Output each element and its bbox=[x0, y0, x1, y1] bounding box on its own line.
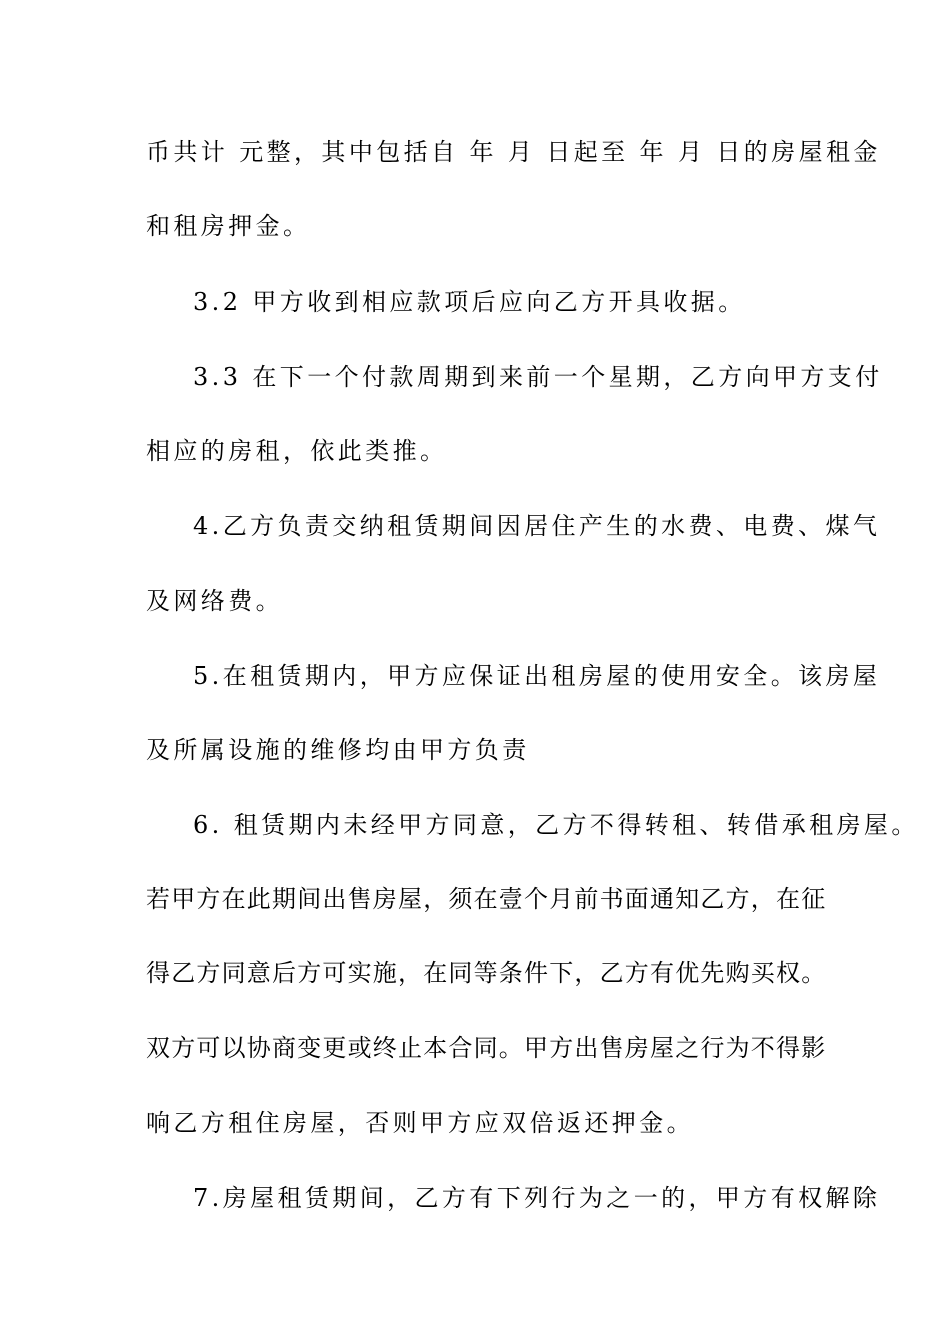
clause-7: 7.房屋租赁期间，乙方有下列行为之一的，甲方有权解除 bbox=[193, 1184, 881, 1212]
text-line-deposit: 和租房押金。 bbox=[146, 212, 311, 240]
clause-6-line-3: 得乙方同意后方可实施，在同等条件下，乙方有优先购买权。 bbox=[146, 959, 827, 987]
clause-3-3-continued: 相应的房租，依此类推。 bbox=[146, 437, 448, 465]
clause-6-line-2: 若甲方在此期间出售房屋，须在壹个月前书面通知乙方，在征 bbox=[146, 885, 827, 913]
clause-4: 4.乙方负责交纳租赁期间因居住产生的水费、电费、煤气 bbox=[193, 512, 881, 540]
clause-3-2: 3.2 甲方收到相应款项后应向乙方开具收据。 bbox=[193, 288, 746, 316]
text-line-payment-period: 币共计 元整，其中包括自 年 月 日起至 年 月 日的房屋租金 bbox=[146, 138, 881, 166]
clause-3-3: 3.3 在下一个付款周期到来前一个星期，乙方向甲方支付 bbox=[193, 363, 883, 391]
clause-5: 5.在租赁期内，甲方应保证出租房屋的使用安全。该房屋 bbox=[193, 662, 881, 690]
clause-5-continued: 及所属设施的维修均由甲方负责 bbox=[146, 736, 530, 764]
clause-6-line-4: 双方可以协商变更或终止本合同。甲方出售房屋之行为不得影 bbox=[146, 1034, 827, 1062]
clause-6: 6. 租赁期内未经甲方同意，乙方不得转租、转借承租房屋。 bbox=[193, 811, 919, 839]
clause-6-line-5: 响乙方租住房屋，否则甲方应双倍返还押金。 bbox=[146, 1109, 694, 1137]
clause-4-continued: 及网络费。 bbox=[146, 587, 283, 615]
